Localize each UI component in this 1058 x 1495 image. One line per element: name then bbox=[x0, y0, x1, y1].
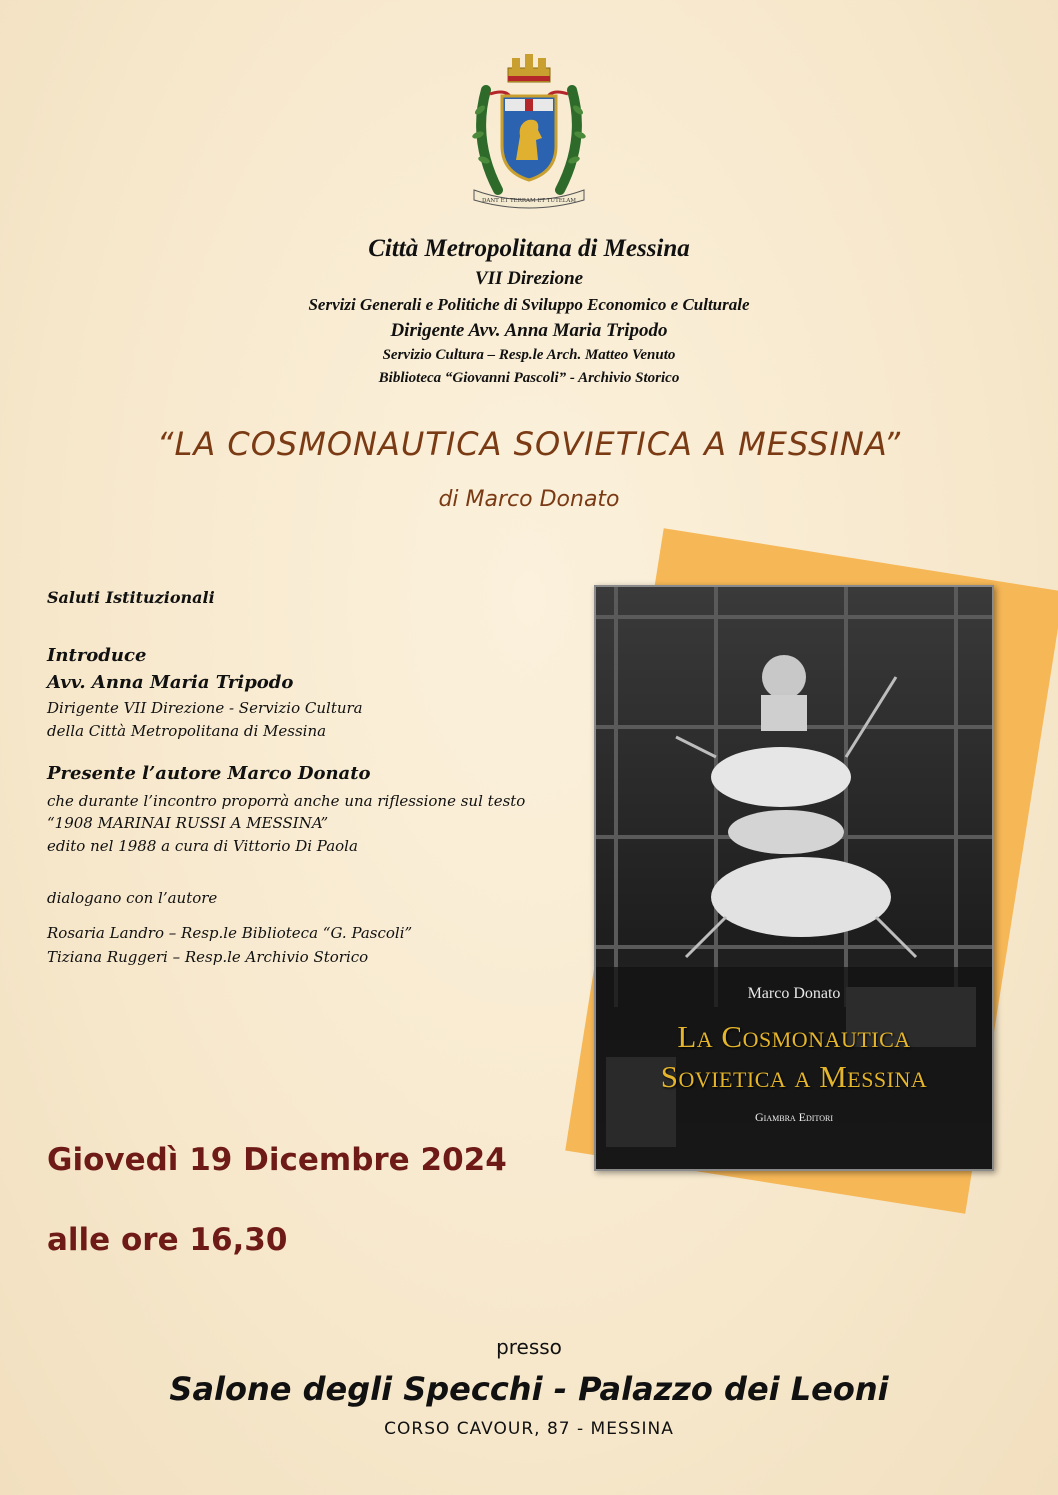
event-date: Giovedì 19 Dicembre 2024 bbox=[47, 1142, 507, 1178]
event-time: alle ore 16,30 bbox=[47, 1222, 288, 1258]
presso-label: presso bbox=[496, 1335, 562, 1359]
cover-title-line-2: Sovietica a Messina bbox=[660, 1059, 928, 1094]
introduce-label: Introduce bbox=[47, 645, 147, 666]
introducer-role-1: Dirigente VII Direzione - Servizio Cultura bbox=[47, 699, 363, 717]
cover-title-line-1: La Cosmonautica bbox=[677, 1019, 911, 1054]
venue-address: CORSO CAVOUR, 87 - MESSINA bbox=[384, 1419, 674, 1439]
speaker-1: Rosaria Landro – Resp.le Biblioteca “G. Pascoli” bbox=[47, 924, 413, 942]
author-present: Presente l’autore Marco Donato bbox=[47, 763, 371, 784]
book-cover bbox=[594, 585, 994, 1171]
author-note-2: “1908 MARINAI RUSSI A MESSINA” bbox=[47, 814, 329, 832]
event-title: “LA COSMONAUTICA SOVIETICA A MESSINA” bbox=[156, 425, 902, 463]
coat-of-arms-logo bbox=[468, 50, 590, 212]
author-note-1: che durante l’incontro proporrà anche una riflessione sul testo bbox=[47, 792, 526, 810]
institution-name: Città Metropolitana di Messina bbox=[368, 235, 690, 262]
event-byline: di Marco Donato bbox=[438, 487, 620, 512]
introducer-role-2: della Città Metropolitana di Messina bbox=[47, 722, 327, 740]
author-note-3: edito nel 1988 a cura di Vittorio Di Paola bbox=[47, 837, 358, 855]
dialogue-label: dialogano con l’autore bbox=[47, 889, 218, 907]
speaker-2: Tiziana Ruggeri – Resp.le Archivio Storico bbox=[47, 948, 369, 966]
culture-service-label: Servizio Cultura – Resp.le Arch. Matteo Venuto bbox=[382, 347, 676, 363]
services-label: Servizi Generali e Politiche di Sviluppo Economico e Culturale bbox=[308, 295, 750, 314]
manager-label: Dirigente Avv. Anna Maria Tripodo bbox=[390, 320, 668, 341]
cover-publisher: Giambra Editori bbox=[755, 1110, 833, 1124]
svg-text:DANT ET TERRAM ET TUTELAM: DANT ET TERRAM ET TUTELAM bbox=[481, 198, 577, 204]
library-label: Biblioteca “Giovanni Pascoli” - Archivio Storico bbox=[378, 370, 680, 386]
venue-name: Salone degli Specchi - Palazzo dei Leoni bbox=[169, 1370, 889, 1408]
introducer-name: Avv. Anna Maria Tripodo bbox=[47, 672, 294, 693]
direction-label: VII Direzione bbox=[474, 268, 584, 289]
greetings-label: Saluti Istituzionali bbox=[47, 588, 215, 607]
cover-author: Marco Donato bbox=[747, 985, 841, 1002]
